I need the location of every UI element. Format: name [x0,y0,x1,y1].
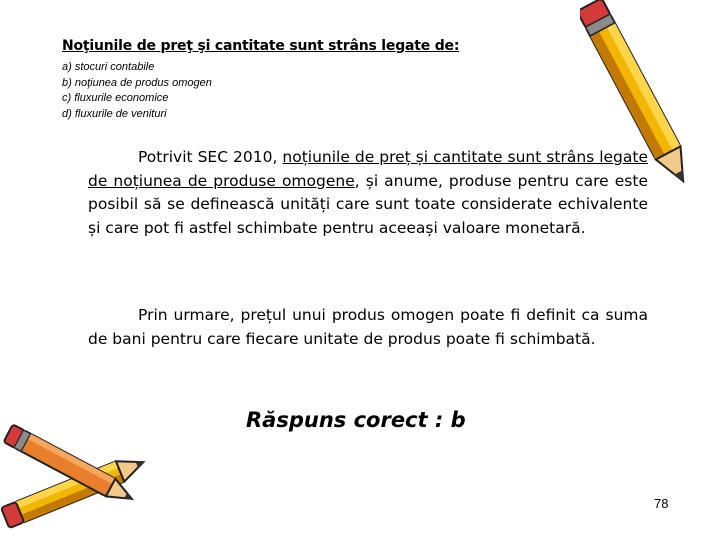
page-number: 78 [654,496,669,511]
options-list [62,60,212,122]
paragraph1-rest: , și anume, produse pentru care este posibil să se definească unități care sunt toate considerate echivalente și care pot fi astfel schimbate pentru aceeași valoare monetară. [88,171,648,237]
pencil-icon-top-right [580,0,700,200]
option-c: c) fluxurile economice [62,92,169,104]
paragraph1-lead: Potrivit SEC 2010, [138,148,283,166]
correct-answer: Răspuns corect : b [246,408,466,432]
option-b: b) noţiunea de produs omogen [62,76,212,89]
paragraph1-underlined: noțiunile de preț și cantitate sunt strâns legate de noțiunea de produse omogene [88,148,649,190]
explanation-paragraph-1 [88,146,648,240]
option-d: d) fluxurile de venituri [62,107,167,120]
explanation-paragraph-2: Prin urmare, prețul unui produs omogen poate fi definit ca suma de bani pentru care fiecare unitate de produs poate fi schimbată. [88,306,648,348]
option-a: a) stocuri contabile [62,61,155,73]
pencils-icon-bottom-left [0,420,150,540]
question-heading: Noţiunile de preţ şi cantitate sunt strâns legate de: [62,38,460,54]
